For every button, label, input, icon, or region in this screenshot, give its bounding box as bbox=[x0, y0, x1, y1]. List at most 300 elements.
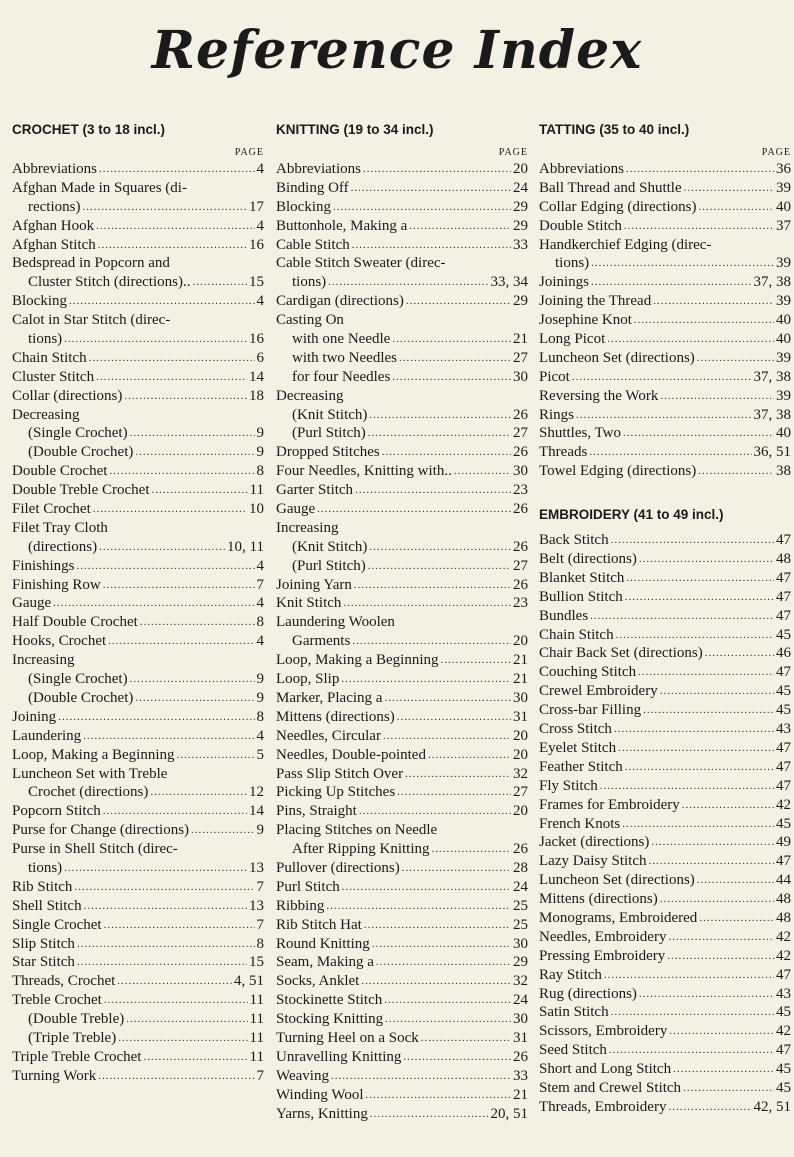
dot-leader bbox=[399, 349, 511, 368]
entry-label: Socks, Anklet bbox=[276, 973, 360, 990]
entry-label: Rib Stitch bbox=[12, 878, 73, 895]
dot-leader bbox=[591, 273, 751, 292]
entry-page: 33, 34 bbox=[490, 274, 528, 291]
entry-label: Bullion Stitch bbox=[539, 588, 623, 605]
tatting-entry-list bbox=[539, 160, 791, 481]
dot-leader bbox=[660, 890, 774, 909]
index-entry bbox=[276, 878, 528, 897]
entry-page: 47 bbox=[776, 777, 791, 794]
entry-label: Couching Stitch bbox=[539, 664, 637, 681]
crochet-heading: CROCHET (3 to 18 incl.) bbox=[12, 122, 166, 137]
entry-page: 47 bbox=[776, 532, 791, 549]
index-entry bbox=[12, 273, 264, 292]
index-entry bbox=[276, 651, 528, 670]
entry-page: 13 bbox=[249, 859, 264, 876]
index-entry bbox=[276, 594, 528, 613]
entry-label: Laundering Woolen bbox=[276, 614, 395, 631]
entry-label: Joinings bbox=[539, 274, 590, 291]
entry-page: 24 bbox=[513, 878, 528, 895]
entry-label: Picot bbox=[539, 368, 570, 385]
index-entry bbox=[276, 689, 528, 708]
entry-label: Chain Stitch bbox=[539, 626, 614, 643]
entry-page: 26 bbox=[513, 1048, 528, 1065]
entry-label: Increasing bbox=[276, 519, 339, 536]
dot-leader bbox=[326, 897, 511, 916]
dot-leader bbox=[331, 1067, 511, 1086]
entry-label: Joining Yarn bbox=[276, 576, 352, 593]
index-entry bbox=[276, 1086, 528, 1105]
dot-leader bbox=[93, 500, 247, 519]
entry-page: 42, 51 bbox=[753, 1098, 791, 1115]
index-entry bbox=[276, 821, 528, 840]
entry-label: Long Picot bbox=[539, 331, 606, 348]
entry-page: 47 bbox=[776, 758, 791, 775]
knitting-column bbox=[276, 120, 528, 1123]
index-entry bbox=[12, 821, 264, 840]
entry-page: 26 bbox=[513, 501, 528, 518]
entry-page: 27 bbox=[513, 349, 528, 366]
entry-page: 14 bbox=[249, 803, 264, 820]
dot-leader bbox=[699, 909, 774, 928]
dot-leader bbox=[77, 557, 255, 576]
index-entry bbox=[276, 179, 528, 198]
index-entry bbox=[539, 217, 791, 236]
index-entry bbox=[276, 424, 528, 443]
entry-label: Rings bbox=[539, 406, 575, 423]
dot-leader bbox=[117, 972, 232, 991]
index-entry bbox=[539, 985, 791, 1004]
entry-label: French Knots bbox=[539, 815, 621, 832]
dot-leader bbox=[611, 531, 774, 550]
index-entry bbox=[539, 777, 791, 796]
dot-leader bbox=[104, 991, 248, 1010]
index-entry bbox=[539, 626, 791, 645]
index-entry bbox=[539, 796, 791, 815]
dot-leader bbox=[351, 179, 511, 198]
entry-label: Cable Stitch Sweater (direc- bbox=[276, 255, 446, 272]
entry-label: (Single Crochet) bbox=[28, 425, 128, 442]
index-entry bbox=[276, 406, 528, 425]
entry-page: 32 bbox=[513, 765, 528, 782]
entry-label: Mittens (directions) bbox=[539, 891, 658, 908]
entry-page: 47 bbox=[776, 966, 791, 983]
entry-label: Garments bbox=[292, 633, 351, 650]
index-entry bbox=[276, 916, 528, 935]
index-entry bbox=[12, 557, 264, 576]
dot-leader bbox=[192, 273, 247, 292]
entry-label: Afghan Made in Squares (di- bbox=[12, 179, 187, 196]
index-entry bbox=[539, 349, 791, 368]
index-entry bbox=[12, 651, 264, 670]
page-column-label: PAGE bbox=[761, 147, 791, 158]
entry-label: Luncheon Set (directions) bbox=[539, 872, 695, 889]
dot-leader bbox=[600, 777, 774, 796]
dot-leader bbox=[64, 859, 247, 878]
dot-leader bbox=[140, 613, 255, 632]
entry-page: 26 bbox=[513, 406, 528, 423]
index-entry bbox=[12, 500, 264, 519]
entry-page: 37, 38 bbox=[753, 406, 791, 423]
index-entry bbox=[12, 538, 264, 557]
dot-leader bbox=[384, 991, 511, 1010]
page-title: Reference Index bbox=[151, 20, 643, 81]
entry-page: 24 bbox=[513, 179, 528, 196]
dot-leader bbox=[397, 708, 511, 727]
entry-label: (directions) bbox=[28, 538, 98, 555]
page-column-label: PAGE bbox=[498, 147, 528, 158]
entry-page: 42 bbox=[776, 796, 791, 813]
entry-label: Double Stitch bbox=[539, 217, 622, 234]
entry-label: Purl Stitch bbox=[276, 878, 340, 895]
index-entry bbox=[276, 273, 528, 292]
entry-page: 48 bbox=[776, 551, 791, 568]
dot-leader bbox=[684, 179, 774, 198]
entry-page: 7 bbox=[256, 1067, 264, 1084]
dot-leader bbox=[402, 859, 511, 878]
entry-page: 20 bbox=[513, 161, 528, 177]
entry-label: Four Needles, Knitting with.. bbox=[276, 463, 452, 480]
dot-leader bbox=[698, 198, 774, 217]
entry-label: Reversing the Work bbox=[539, 387, 659, 404]
index-entry bbox=[276, 935, 528, 954]
entry-page: 10 bbox=[249, 501, 264, 518]
entry-page: 20 bbox=[513, 727, 528, 744]
entry-page: 21 bbox=[513, 1086, 528, 1103]
index-entry bbox=[12, 576, 264, 595]
dot-leader bbox=[648, 852, 774, 871]
entry-page: 39 bbox=[776, 349, 791, 366]
index-entry bbox=[12, 160, 264, 179]
entry-label: Loop, Making a Beginning bbox=[276, 652, 439, 669]
entry-page: 20, 51 bbox=[490, 1105, 528, 1122]
entry-label: Josephine Knot bbox=[539, 312, 632, 329]
entry-label: Weaving bbox=[276, 1067, 329, 1084]
dot-leader bbox=[126, 1010, 247, 1029]
index-entry bbox=[276, 765, 528, 784]
crochet-column bbox=[12, 120, 264, 1086]
entry-label: Purse in Shell Stitch (direc- bbox=[12, 841, 178, 858]
index-entry bbox=[12, 406, 264, 425]
entry-label: Dropped Stitches bbox=[276, 444, 380, 461]
entry-label: tions) bbox=[292, 274, 327, 291]
entry-label: Joining the Thread bbox=[539, 293, 652, 310]
dot-leader bbox=[405, 765, 511, 784]
dot-leader bbox=[77, 953, 247, 972]
dot-leader bbox=[368, 424, 511, 443]
entry-label: Slip Stitch bbox=[12, 935, 75, 952]
entry-label: Cross Stitch bbox=[539, 721, 612, 738]
dot-leader bbox=[397, 783, 511, 802]
dot-leader bbox=[660, 387, 774, 406]
entry-page: 4 bbox=[256, 217, 264, 234]
dot-leader bbox=[176, 746, 254, 765]
entry-page: 48 bbox=[776, 891, 791, 908]
entry-label: Back Stitch bbox=[539, 532, 609, 549]
index-entry bbox=[539, 947, 791, 966]
index-entry bbox=[539, 928, 791, 947]
dot-leader bbox=[705, 644, 774, 663]
dot-leader bbox=[372, 935, 511, 954]
entry-page: 31 bbox=[513, 708, 528, 725]
entry-label: Lazy Daisy Stitch bbox=[539, 853, 647, 870]
tatting-embroidery-column bbox=[539, 120, 791, 1117]
entry-page: 45 bbox=[776, 1004, 791, 1021]
entry-page: 8 bbox=[256, 614, 264, 631]
entry-page: 27 bbox=[513, 557, 528, 574]
entry-label: Pass Slip Stitch Over bbox=[276, 765, 404, 782]
index-entry bbox=[539, 387, 791, 406]
entry-label: Shell Stitch bbox=[12, 897, 82, 914]
entry-label: Blanket Stitch bbox=[539, 569, 625, 586]
entry-page: 40 bbox=[776, 425, 791, 442]
index-entry bbox=[12, 802, 264, 821]
entry-label: Needles, Double-pointed bbox=[276, 746, 426, 763]
entry-label: Winding Wool bbox=[276, 1086, 364, 1103]
entry-label: Decreasing bbox=[276, 387, 344, 404]
entry-page: 49 bbox=[776, 834, 791, 851]
index-entry bbox=[12, 840, 264, 859]
entry-page: 45 bbox=[776, 815, 791, 832]
dot-leader bbox=[82, 198, 247, 217]
index-entry bbox=[12, 765, 264, 784]
index-entry bbox=[539, 701, 791, 720]
entry-label: Threads bbox=[539, 444, 588, 461]
entry-label: Short and Long Stitch bbox=[539, 1061, 672, 1078]
index-entry bbox=[539, 368, 791, 387]
index-entry bbox=[276, 311, 528, 330]
entry-label: Belt (directions) bbox=[539, 551, 637, 568]
dot-leader bbox=[103, 576, 255, 595]
entry-label: Seed Stitch bbox=[539, 1042, 607, 1059]
entry-label: Garter Stitch bbox=[276, 482, 354, 499]
entry-label: Turning Work bbox=[12, 1067, 97, 1084]
entry-page: 40 bbox=[776, 312, 791, 329]
entry-label: Calot in Star Stitch (direc- bbox=[12, 312, 171, 329]
index-entry bbox=[539, 871, 791, 890]
dot-leader bbox=[697, 349, 774, 368]
dot-leader bbox=[151, 481, 247, 500]
index-entry bbox=[539, 607, 791, 626]
dot-leader bbox=[624, 217, 774, 236]
dot-leader bbox=[614, 720, 774, 739]
dot-leader bbox=[363, 160, 511, 179]
index-entry bbox=[12, 179, 264, 198]
entry-page: 9 bbox=[256, 689, 264, 706]
dot-leader bbox=[406, 292, 511, 311]
dot-leader bbox=[341, 670, 511, 689]
entry-label: Shuttles, Two bbox=[539, 425, 622, 442]
knitting-entry-list bbox=[276, 160, 528, 1123]
index-entry bbox=[276, 670, 528, 689]
entry-page: 30 bbox=[513, 463, 528, 480]
index-entry bbox=[12, 953, 264, 972]
entry-page: 37, 38 bbox=[753, 274, 791, 291]
entry-page: 39 bbox=[776, 179, 791, 196]
index-entry bbox=[276, 859, 528, 878]
entry-page: 47 bbox=[776, 853, 791, 870]
entry-label: (Knit Stitch) bbox=[292, 406, 368, 423]
entry-label: Threads, Embroidery bbox=[539, 1098, 667, 1115]
entry-page: 47 bbox=[776, 607, 791, 624]
index-entry bbox=[12, 311, 264, 330]
entry-page: 4 bbox=[256, 557, 264, 574]
entry-page: 5 bbox=[256, 746, 264, 763]
entry-label: Collar (directions) bbox=[12, 387, 123, 404]
dot-leader bbox=[651, 833, 774, 852]
entry-label: Cluster Stitch bbox=[12, 368, 95, 385]
index-entry bbox=[12, 519, 264, 538]
entry-label: Unravelling Knitting bbox=[276, 1048, 402, 1065]
entry-page: 21 bbox=[513, 652, 528, 669]
entry-page: 39 bbox=[776, 293, 791, 310]
entry-page: 21 bbox=[513, 671, 528, 688]
entry-page: 29 bbox=[513, 217, 528, 234]
entry-page: 8 bbox=[256, 935, 264, 952]
dot-leader bbox=[124, 387, 247, 406]
dot-leader bbox=[623, 424, 774, 443]
entry-label: Abbreviations bbox=[276, 161, 361, 177]
entry-label: Treble Crochet bbox=[12, 992, 102, 1009]
entry-page: 47 bbox=[776, 1042, 791, 1059]
dot-leader bbox=[403, 1048, 511, 1067]
index-entry bbox=[12, 972, 264, 991]
dot-leader bbox=[625, 588, 774, 607]
index-entry bbox=[276, 708, 528, 727]
entry-page: 21 bbox=[513, 331, 528, 348]
index-entry bbox=[539, 1041, 791, 1060]
entry-label: Pullover (directions) bbox=[276, 859, 400, 876]
dot-leader bbox=[668, 1098, 751, 1117]
index-entry bbox=[539, 852, 791, 871]
index-entry bbox=[12, 1029, 264, 1048]
dot-leader bbox=[96, 217, 254, 236]
entry-page: 47 bbox=[776, 664, 791, 681]
index-entry bbox=[539, 569, 791, 588]
index-entry bbox=[12, 878, 264, 897]
entry-page: 25 bbox=[513, 916, 528, 933]
index-entry bbox=[276, 727, 528, 746]
dot-leader bbox=[355, 481, 511, 500]
dot-leader bbox=[370, 1105, 489, 1124]
entry-label: (Double Treble) bbox=[28, 1011, 125, 1028]
entry-label: Double Treble Crochet bbox=[12, 482, 150, 499]
dot-leader bbox=[384, 689, 511, 708]
entry-label: Triple Treble Crochet bbox=[12, 1048, 142, 1065]
entry-label: Loop, Making a Beginning bbox=[12, 746, 175, 763]
dot-leader bbox=[96, 368, 247, 387]
index-entry bbox=[276, 217, 528, 236]
embroidery-heading: EMBROIDERY (41 to 49 incl.) bbox=[539, 507, 724, 523]
index-entry bbox=[276, 991, 528, 1010]
index-entry bbox=[539, 966, 791, 985]
dot-leader bbox=[683, 1079, 774, 1098]
dot-leader bbox=[89, 349, 255, 368]
entry-label: Luncheon Set with Treble bbox=[12, 765, 168, 782]
index-entry bbox=[539, 443, 791, 462]
entry-label: Single Crochet bbox=[12, 916, 102, 933]
index-entry bbox=[539, 833, 791, 852]
entry-page: 15 bbox=[249, 274, 264, 291]
entry-label: Monograms, Embroidered bbox=[539, 909, 698, 926]
entry-label: Hooks, Crochet bbox=[12, 633, 107, 650]
entry-label: Pressing Embroidery bbox=[539, 947, 666, 964]
dot-leader bbox=[454, 462, 511, 481]
entry-label: tions) bbox=[555, 255, 590, 272]
entry-label: Cable Stitch bbox=[276, 236, 350, 253]
index-entry bbox=[539, 311, 791, 330]
entry-label: Stocking Knitting bbox=[276, 1011, 384, 1028]
embroidery-entry-list bbox=[539, 531, 791, 1117]
entry-page: 36 bbox=[776, 161, 791, 177]
dot-leader bbox=[352, 632, 511, 651]
entry-page: 4 bbox=[256, 293, 264, 310]
entry-label: (Single Crochet) bbox=[28, 671, 128, 688]
entry-label: Filet Tray Cloth bbox=[12, 519, 108, 536]
dot-leader bbox=[626, 160, 774, 179]
dot-leader bbox=[98, 236, 247, 255]
entry-label: Towel Edging (directions) bbox=[539, 463, 697, 480]
entry-page: 11 bbox=[249, 1011, 264, 1028]
index-entry bbox=[276, 198, 528, 217]
index-entry bbox=[276, 840, 528, 859]
dot-leader bbox=[440, 651, 511, 670]
entry-label: Crochet (directions) bbox=[28, 784, 149, 801]
index-entry bbox=[12, 859, 264, 878]
entry-label: Loop, Slip bbox=[276, 671, 340, 688]
entry-page: 32 bbox=[513, 973, 528, 990]
index-entry bbox=[539, 236, 791, 255]
entry-label: Cross-bar Filling bbox=[539, 702, 642, 719]
index-entry bbox=[276, 613, 528, 632]
dot-leader bbox=[369, 406, 511, 425]
index-entry bbox=[12, 443, 264, 462]
dot-leader bbox=[58, 708, 254, 727]
entry-label: Round Knitting bbox=[276, 935, 370, 952]
index-entry bbox=[12, 991, 264, 1010]
dot-leader bbox=[409, 217, 511, 236]
dot-leader bbox=[385, 1010, 511, 1029]
dot-leader bbox=[682, 796, 774, 815]
knitting-heading: KNITTING (19 to 34 incl.) bbox=[276, 122, 434, 137]
dot-leader bbox=[698, 462, 774, 481]
entry-label: Needles, Circular bbox=[276, 727, 381, 744]
entry-label: Chain Stitch bbox=[12, 349, 87, 366]
index-entry bbox=[539, 160, 791, 179]
index-entry bbox=[276, 368, 528, 387]
index-entry bbox=[539, 1022, 791, 1041]
entry-label: Double Crochet bbox=[12, 463, 108, 480]
dot-leader bbox=[609, 1041, 774, 1060]
index-entry bbox=[12, 1010, 264, 1029]
index-entry bbox=[12, 632, 264, 651]
entry-label: Scissors, Embroidery bbox=[539, 1023, 668, 1040]
dot-leader bbox=[376, 953, 511, 972]
entry-page: 9 bbox=[256, 425, 264, 442]
entry-page: 42 bbox=[776, 947, 791, 964]
entry-label: Decreasing bbox=[12, 406, 80, 423]
index-entry bbox=[539, 644, 791, 663]
dot-leader bbox=[643, 701, 774, 720]
dot-leader bbox=[604, 966, 774, 985]
dot-leader bbox=[591, 254, 774, 273]
entry-page: 48 bbox=[776, 909, 791, 926]
entry-label: Blocking bbox=[276, 198, 331, 215]
entry-label: for four Needles bbox=[292, 368, 391, 385]
entry-page: 28 bbox=[513, 859, 528, 876]
dot-leader bbox=[135, 443, 254, 462]
index-entry bbox=[276, 519, 528, 538]
dot-leader bbox=[77, 935, 255, 954]
